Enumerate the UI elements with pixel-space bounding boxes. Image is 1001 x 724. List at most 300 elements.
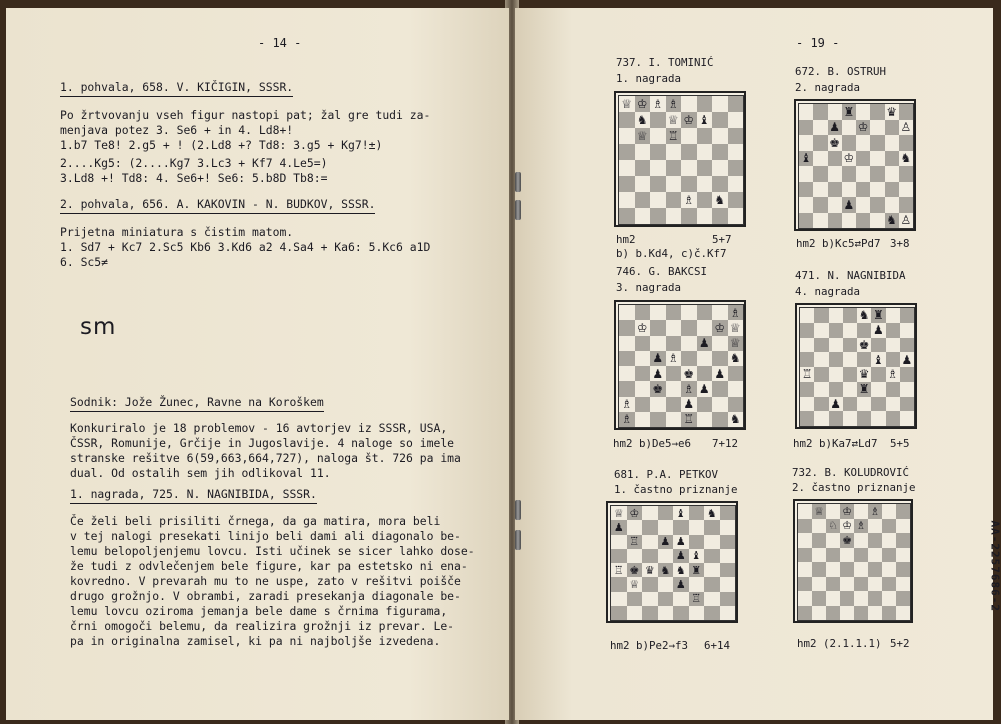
board-square [704, 592, 720, 606]
prize-line: drugo grožnjo. V obrambi, zaradi presekanja diagonale be- [70, 589, 461, 603]
board-square [642, 606, 658, 620]
chess-piece: ♟ [843, 197, 855, 212]
chess-piece: ♚ [829, 135, 840, 150]
board-square [828, 166, 842, 182]
board-square [826, 548, 840, 563]
chess-piece: ♔ [842, 519, 852, 533]
board-square [885, 135, 899, 151]
chess-piece: ♟ [675, 535, 686, 549]
board-square [619, 336, 635, 351]
board-square [854, 519, 868, 534]
board-square [840, 548, 854, 563]
board-square [868, 533, 882, 548]
board-square [627, 606, 643, 620]
chess-piece: ♟ [675, 549, 686, 563]
board-square [885, 166, 899, 182]
board-square [619, 351, 635, 366]
chess-piece: ♜ [872, 308, 884, 323]
board-square [635, 381, 651, 396]
board-square [840, 519, 854, 534]
board-square [857, 338, 871, 353]
board-square [856, 182, 870, 198]
problem-twins: b) b.Kd4, c)č.Kf7 [616, 247, 727, 260]
board-square [712, 160, 728, 176]
board-square [842, 213, 856, 229]
chess-piece: ♞ [729, 351, 741, 366]
chess-piece: ♛ [886, 104, 897, 119]
board-square [666, 397, 682, 412]
board-square [812, 548, 826, 563]
board-square [842, 104, 856, 120]
section-2-line: Prijetna miniatura s čistim matom. [60, 225, 294, 239]
board-square [854, 606, 868, 621]
board-square [728, 320, 744, 335]
board-square [650, 128, 666, 144]
board-square [689, 520, 705, 534]
problem-piece-count: 3+8 [890, 237, 910, 250]
board-square [829, 323, 843, 338]
board-square [673, 506, 689, 520]
problem-title: 672. B. OSTRUH [795, 65, 887, 78]
board-square [828, 182, 842, 198]
board-square [870, 120, 884, 136]
board-square [728, 305, 744, 320]
board-square [697, 176, 713, 192]
section-1-line: 3.Ld8 +! Td8: 4. Se6+! Se6: 5.b8D Tb8:= [60, 171, 328, 185]
board-square [627, 577, 643, 591]
board-square [826, 562, 840, 577]
board-square [896, 519, 910, 534]
board-square [635, 112, 651, 128]
chess-piece: ♞ [858, 308, 870, 323]
board-square [619, 144, 635, 160]
intro-line: stranske rešitve 6(59,663,664,727), naloga št. 726 pa ima [70, 451, 461, 465]
board-square [812, 606, 826, 621]
board-square [666, 336, 682, 351]
board-square [704, 506, 720, 520]
chess-piece: ♕ [729, 320, 741, 335]
prize-line: že tudi z odvlečenjem bele figure, kar pa estetsko ni ena- [70, 559, 468, 573]
board-square [619, 176, 635, 192]
board-square [886, 397, 900, 412]
board-square [704, 520, 720, 534]
board-square [813, 197, 827, 213]
board-square [900, 411, 914, 426]
board-square [712, 192, 728, 208]
board-square [728, 144, 744, 160]
board-square [856, 104, 870, 120]
problem-award: 4. nagrada [795, 285, 861, 298]
board-square [886, 308, 900, 323]
board-square [882, 591, 896, 606]
problem-stipulation: hm2 b)De5→e6 [613, 437, 692, 450]
board-square [856, 151, 870, 167]
board-square [728, 96, 744, 112]
board-square [720, 506, 736, 520]
problem-title: 732. B. KOLUDROVIĆ [792, 466, 910, 479]
board-square [856, 120, 870, 136]
chess-piece: ♚ [858, 337, 870, 352]
chess-piece: ♞ [729, 412, 741, 427]
board-square [896, 591, 910, 606]
board-square [611, 563, 627, 577]
chess-piece: ♗ [652, 97, 664, 111]
board-square [828, 120, 842, 136]
board-square [843, 367, 857, 382]
board-square [800, 411, 814, 426]
board-square [799, 151, 813, 167]
board-square [658, 549, 674, 563]
board-square [900, 338, 914, 353]
chess-piece: ♕ [814, 504, 824, 518]
board-square [856, 166, 870, 182]
board-square [619, 366, 635, 381]
board-square [619, 160, 635, 176]
board-square [814, 382, 828, 397]
board-square [635, 96, 651, 112]
right-page [515, 8, 993, 720]
board-square [635, 192, 651, 208]
board-square [900, 308, 914, 323]
board-square [697, 412, 713, 427]
board-square [882, 548, 896, 563]
board-square [856, 197, 870, 213]
problem-piece-count: 5+7 [712, 233, 732, 246]
judge-line: Sodnik: Jože Žunec, Ravne na Koroškem [70, 395, 324, 412]
chess-piece: ♔ [636, 320, 648, 335]
board-square [704, 606, 720, 620]
chess-piece: ♗ [856, 519, 866, 533]
chess-piece: ♙ [900, 120, 912, 135]
board-square [666, 112, 682, 128]
prize-line: kovredno. V prevarah mu to ne uspe, zato v rešitvi poišče [70, 574, 461, 588]
board-square [681, 381, 697, 396]
board-square [885, 104, 899, 120]
board-square [840, 533, 854, 548]
chess-piece: ♔ [629, 506, 640, 520]
board-square [857, 367, 871, 382]
chess-piece: ♞ [714, 193, 726, 207]
board-square [704, 535, 720, 549]
board-square [828, 135, 842, 151]
board-square [896, 577, 910, 592]
chess-piece: ♗ [683, 193, 695, 207]
board-square [619, 96, 635, 112]
board-square [886, 323, 900, 338]
catalog-stamp: AA-2257686-2 [988, 520, 1001, 612]
board-square [635, 144, 651, 160]
section-2-line: 6. Sc5≠ [60, 255, 109, 269]
board-square [681, 192, 697, 208]
board-square [666, 128, 682, 144]
left-page-number: - 14 - [258, 36, 302, 50]
board-square [813, 213, 827, 229]
board-square [642, 577, 658, 591]
board-square [854, 533, 868, 548]
board-square [885, 151, 899, 167]
board-square [814, 338, 828, 353]
prize-line: Če želi beli prisiliti črnega, da ga matira, mora beli [70, 514, 441, 528]
problem-piece-count: 5+5 [890, 437, 910, 450]
board-square [627, 549, 643, 563]
board-square [812, 591, 826, 606]
board-square [871, 308, 885, 323]
board-square [868, 519, 882, 534]
board-square [611, 592, 627, 606]
board-square [635, 412, 651, 427]
board-square [728, 381, 744, 396]
board-square [896, 548, 910, 563]
chess-piece: ♔ [714, 320, 726, 335]
chess-piece: ♗ [887, 367, 898, 382]
board-square [885, 182, 899, 198]
board-square [899, 151, 913, 167]
board-square [611, 506, 627, 520]
board-square [868, 548, 882, 563]
board-square [658, 592, 674, 606]
board-square [635, 351, 651, 366]
board-square [619, 192, 635, 208]
board-square [828, 197, 842, 213]
board-square [899, 120, 913, 136]
board-square [673, 592, 689, 606]
problem-award: 1. nagrada [616, 72, 682, 85]
board-square [899, 104, 913, 120]
board-square [650, 144, 666, 160]
board-square [658, 535, 674, 549]
board-square [871, 397, 885, 412]
board-square [728, 176, 744, 192]
chess-piece: ♕ [629, 577, 640, 591]
intro-line: ČSSR, Romunije, Grčije in Jugoslavije. 4 naloge so imele [70, 436, 455, 450]
chess-piece: ♚ [683, 366, 695, 381]
board-square [828, 151, 842, 167]
board-square [712, 397, 728, 412]
board-square [798, 577, 812, 592]
board-square [871, 352, 885, 367]
problem-stipulation: hm2 b)Kc5⇄Pd7 [796, 237, 881, 250]
board-square [619, 381, 635, 396]
board-square [658, 520, 674, 534]
board-square [857, 397, 871, 412]
chess-piece: ♟ [660, 535, 671, 549]
board-square [854, 562, 868, 577]
board-square [712, 305, 728, 320]
chess-piece: ♛ [858, 367, 870, 382]
board-square [619, 112, 635, 128]
board-square [712, 208, 728, 224]
staple [515, 172, 521, 192]
board-square [854, 548, 868, 563]
problem-piece-count: 5+2 [890, 637, 910, 650]
section-1-line: Po žrtvovanju vseh figur nastopi pat; žal gre tudi za- [60, 108, 431, 122]
board-square [627, 520, 643, 534]
board-square [712, 128, 728, 144]
board-square [635, 208, 651, 224]
board-square [666, 192, 682, 208]
board-square [666, 96, 682, 112]
board-square [681, 112, 697, 128]
board-square [882, 519, 896, 534]
board-square [611, 606, 627, 620]
board-square [697, 128, 713, 144]
problem-award: 2. častno priznanje [792, 481, 916, 494]
board-square [840, 562, 854, 577]
board-square [681, 144, 697, 160]
board-square [635, 366, 651, 381]
chess-piece: ♟ [698, 381, 710, 396]
board-square [814, 352, 828, 367]
board-square [728, 412, 744, 427]
board-square [814, 367, 828, 382]
board-square [899, 135, 913, 151]
problem-stipulation: hm2 (2.1.1.1) [797, 637, 882, 650]
chess-piece: ♝ [691, 549, 702, 563]
board-square [870, 182, 884, 198]
board-square [868, 504, 882, 519]
board-square [627, 592, 643, 606]
board-square [666, 160, 682, 176]
chess-piece: ♔ [857, 120, 869, 135]
board-square [697, 112, 713, 128]
board-square [800, 323, 814, 338]
board-square [854, 577, 868, 592]
board-square [712, 381, 728, 396]
board-square [673, 563, 689, 577]
board-square [799, 104, 813, 120]
board-square [843, 352, 857, 367]
board-square [896, 562, 910, 577]
board-square [886, 382, 900, 397]
board-square [798, 519, 812, 534]
board-square [868, 591, 882, 606]
chess-piece: ♟ [613, 520, 624, 534]
board-square [619, 128, 635, 144]
board-square [857, 352, 871, 367]
board-square [681, 412, 697, 427]
board-square [800, 352, 814, 367]
board-square [720, 592, 736, 606]
chess-piece: ♚ [629, 563, 640, 577]
board-square [899, 182, 913, 198]
board-square [799, 135, 813, 151]
prize-line: lemu lovcu oziroma jemanja bele dame s črnima figurama, [70, 604, 448, 618]
board-square [882, 533, 896, 548]
intro-line: Konkuriralo je 18 problemov - 16 avtorjev iz SSSR, USA, [70, 421, 448, 435]
board-square [697, 351, 713, 366]
board-square [642, 535, 658, 549]
right-page-number: - 19 - [796, 36, 840, 50]
chess-piece: ♞ [636, 113, 648, 127]
prize-line: črni omogoči belemu, da realizira grožnji iz prevar. Le- [70, 619, 455, 633]
problem-title: 471. N. NAGNIBIDA [795, 269, 906, 282]
section-1-line: menjava potez 3. Se6 + in 4. Ld8+! [60, 123, 294, 137]
problem-piece-count: 7+12 [712, 437, 739, 450]
problem-award: 2. nagrada [795, 81, 861, 94]
board-square [886, 367, 900, 382]
board-square [611, 520, 627, 534]
board-square [900, 367, 914, 382]
board-square [728, 160, 744, 176]
board-square [642, 520, 658, 534]
board-square [642, 506, 658, 520]
staple [515, 500, 521, 520]
chess-piece: ♞ [660, 563, 671, 577]
board-square [712, 351, 728, 366]
board-square [900, 323, 914, 338]
board-square [619, 305, 635, 320]
chess-piece: ♟ [901, 352, 913, 367]
board-square [619, 320, 635, 335]
board-square [658, 563, 674, 577]
board-square [800, 367, 814, 382]
board-square [681, 96, 697, 112]
board-square [650, 305, 666, 320]
chess-piece: ♞ [675, 563, 686, 577]
board-square [856, 135, 870, 151]
board-square [666, 305, 682, 320]
chess-piece: ♜ [691, 563, 702, 577]
board-square [814, 397, 828, 412]
board-square [843, 382, 857, 397]
chess-piece: ♗ [621, 397, 633, 412]
board-square [712, 176, 728, 192]
board-square [650, 96, 666, 112]
board-square [611, 549, 627, 563]
chess-piece: ♞ [886, 213, 897, 228]
board-square [812, 577, 826, 592]
board-square [697, 160, 713, 176]
board-square [697, 336, 713, 351]
board-square [728, 351, 744, 366]
board-square [842, 182, 856, 198]
board-square [828, 213, 842, 229]
board-square [720, 563, 736, 577]
chess-piece: ♔ [636, 97, 648, 111]
board-square [697, 366, 713, 381]
staple [515, 530, 521, 550]
board-square [854, 591, 868, 606]
board-square [673, 549, 689, 563]
board-square [813, 120, 827, 136]
board-square [697, 305, 713, 320]
board-square [813, 182, 827, 198]
board-square [689, 506, 705, 520]
board-square [813, 104, 827, 120]
board-square [627, 535, 643, 549]
board-square [826, 504, 840, 519]
board-square [720, 606, 736, 620]
board-square [857, 308, 871, 323]
board-square [886, 411, 900, 426]
board-square [842, 135, 856, 151]
board-square [871, 338, 885, 353]
board-square [712, 112, 728, 128]
board-square [886, 338, 900, 353]
board-square [666, 144, 682, 160]
board-square [829, 411, 843, 426]
problem-stipulation: hm2 [616, 233, 636, 246]
board-square [720, 577, 736, 591]
board-square [799, 120, 813, 136]
board-square [728, 336, 744, 351]
board-square [826, 577, 840, 592]
board-square [635, 336, 651, 351]
board-square [666, 366, 682, 381]
chess-piece: ♟ [829, 120, 840, 135]
board-square [896, 533, 910, 548]
board-square [666, 208, 682, 224]
